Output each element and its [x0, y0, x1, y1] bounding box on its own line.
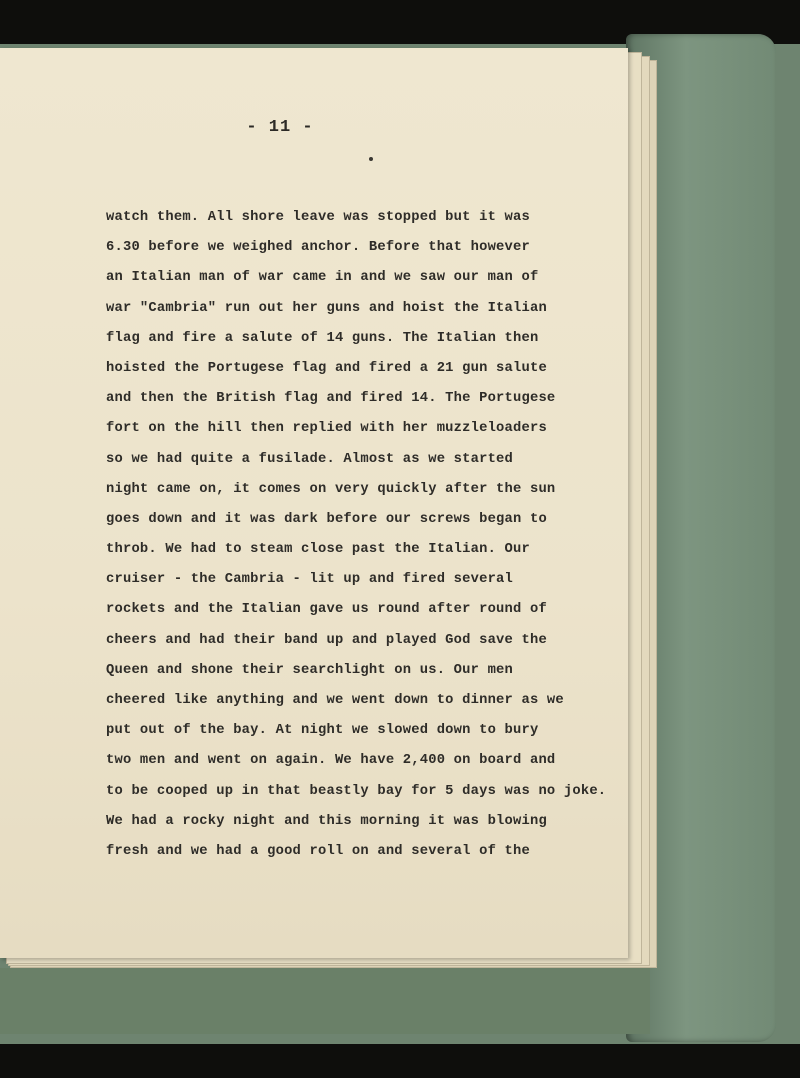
- text-line: goes down and it was dark before our screws began to: [106, 511, 547, 527]
- text-line: fresh and we had a good roll on and several of the: [106, 843, 530, 859]
- text-line: war "Cambria" run out her guns and hoist the Italian: [106, 300, 547, 316]
- text-line: put out of the bay. At night we slowed down to bury: [106, 723, 539, 739]
- text-line: cruiser - the Cambria - lit up and fired several: [106, 572, 514, 588]
- text-line: an Italian man of war came in and we saw our man of: [106, 270, 539, 286]
- text-line: two men and went on again. We have 2,400 on board and: [106, 753, 556, 769]
- text-line: and then the British flag and fired 14. The Portugese: [106, 391, 556, 407]
- text-line: 6.30 before we weighed anchor. Before that however: [106, 240, 530, 256]
- text-line: fort on the hill then replied with her muzzleloaders: [106, 421, 547, 437]
- text-line: cheered like anything and we went down to dinner as we: [106, 693, 564, 708]
- ink-dot: [369, 157, 373, 161]
- text-line: rockets and the Italian gave us round after round of: [106, 602, 547, 618]
- text-line: hoisted the Portugese flag and fired a 21 gun salute: [106, 360, 547, 376]
- text-line: so we had quite a fusilade. Almost as we started: [106, 451, 514, 467]
- text-line: flag and fire a salute of 14 guns. The Italian then: [106, 330, 539, 346]
- folder-bottom-flap: [0, 968, 650, 1034]
- text-line: to be cooped up in that beastly bay for 5 days was no joke.: [106, 783, 607, 799]
- text-line: watch them. All shore leave was stopped but it was: [106, 210, 530, 225]
- text-line: cheers and had their band up and played God save the: [106, 632, 547, 648]
- text-line: Queen and shone their searchlight on us. Our men: [106, 662, 514, 678]
- text-line: night came on, it comes on very quickly after the sun: [106, 481, 556, 497]
- page-number: - 11 -: [246, 118, 314, 137]
- text-line: We had a rocky night and this morning it was blowing: [106, 813, 547, 829]
- body-text: [106, 203, 626, 867]
- text-line: throb. We had to steam close past the Italian. Our: [106, 542, 530, 558]
